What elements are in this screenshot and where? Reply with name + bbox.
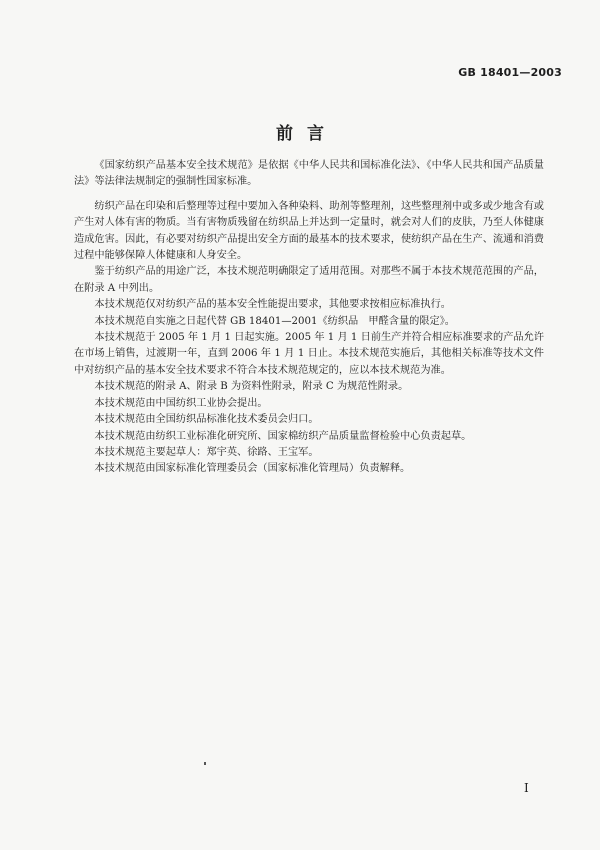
paragraph-12: 本技术规范由国家标准化管理委员会（国家标准化管理局）负责解释。 [94, 463, 411, 475]
paragraph-5: 本技术规范自实施之日起代替 GB 18401—2001《纺织品 甲醛含量的限定》。 [94, 315, 455, 327]
paragraph-2: 纺织产品在印染和后整理等过程中要加入各种染料、助剂等整理剂，这些整理剂中或多或少地含有或产生对人体有害的物质。当有害物质残留在纺织品上并达到一定量时，就会对人们的皮肤，乃至人体健康造成危害。因此，有必要对纺织产品提出安全方面的最基本的技术要求，使纺织产品在生产、流通和消费过程中能够保障人体健康和人身安全。 [74, 200, 544, 262]
paragraph-10: 本技术规范由纺织工业标准化研究所、国家棉纺织产品质量监督检验中心负责起草。 [94, 430, 472, 442]
foreword-body [74, 158, 544, 478]
paragraph-6: 本技术规范于 2005 年 1 月 1 日起实施。2005 年 1 月 1 日前生产并符合相应标准要求的产品允许在市场上销售，过渡期一年，直到 2006 年 1 月 1 日止。本技术规范实施后，其他相关标准等技术文件中对纺织产品的基本安全技术要求不符合本技术规范规定的，应以本技术规范为准。 [74, 332, 544, 376]
scan-speck [204, 762, 206, 765]
paragraph-9: 本技术规范由全国纺织品标准化技术委员会归口。 [94, 414, 319, 426]
paragraph-1: 《国家纺织产品基本安全技术规范》是依据《中华人民共和国标准化法》、《中华人民共和国产品质量法》等法律法规制定的强制性国家标准。 [74, 160, 544, 188]
paragraph-11: 本技术规范主要起草人：郑宇英、徐路、王宝军。 [94, 446, 319, 458]
paragraph-3: 鉴于纺织产品的用途广泛，本技术规范明确限定了适用范围。对那些不属于本技术规范范围的产品，在附录 A 中列出。 [74, 266, 544, 294]
paragraph-8: 本技术规范由中国纺织工业协会提出。 [94, 397, 268, 409]
standard-code: GB 18401—2003 [458, 66, 562, 79]
paragraph-7: 本技术规范的附录 A、附录 B 为资料性附录，附录 C 为规范性附录。 [94, 381, 409, 393]
paragraph-4: 本技术规范仅对纺织产品的基本安全性能提出要求，其他要求按相应标准执行。 [94, 299, 451, 311]
page-title: 前言 [276, 124, 338, 144]
page-number: I [524, 781, 529, 795]
